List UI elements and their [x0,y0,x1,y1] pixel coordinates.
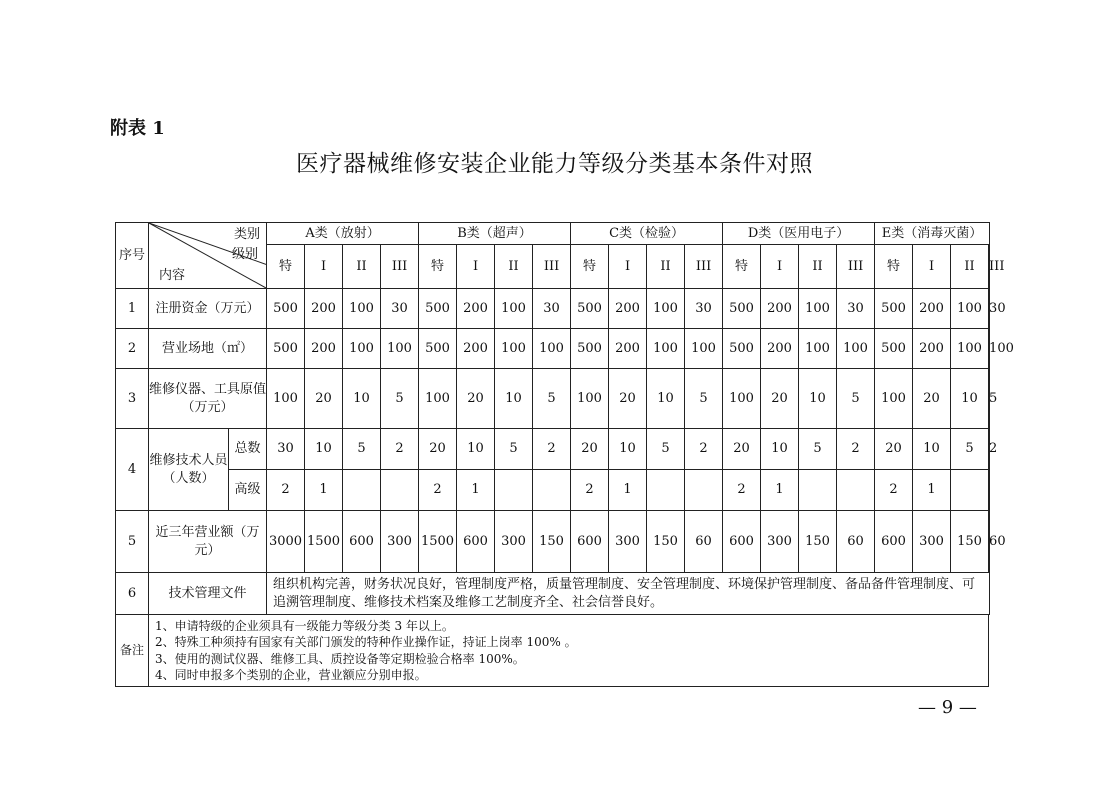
value-cell: 500 [875,289,913,329]
note-item: 4、同时申报多个类别的企业，营业额应分别申报。 [155,667,427,682]
value-cell: 100 [343,289,381,329]
value-cell: 100 [837,329,875,369]
value-cell: 10 [343,369,381,429]
value-cell: 5 [343,429,381,470]
header-group: D类（医用电子） [723,223,875,245]
header-group: C类（检验） [571,223,723,245]
value-cell [951,470,989,511]
value-cell [343,470,381,511]
row-number: 2 [116,329,149,369]
value-cell: 20 [571,429,609,470]
value-cell: 100 [951,329,989,369]
row-number: 1 [116,289,149,329]
header-level: II [495,245,533,289]
value-cell: 500 [267,329,305,369]
value-cell: 100 [571,369,609,429]
document-title: 医疗器械维修安装企业能力等级分类基本条件对照 [296,151,813,177]
value-cell [533,470,571,511]
value-cell: 20 [875,429,913,470]
row-label: 营业场地（㎡） [149,329,267,369]
value-cell: 500 [419,289,457,329]
value-cell: 20 [305,369,343,429]
value-cell [495,470,533,511]
note-item: 2、特殊工种须持有国家有关部门颁发的特种作业操作证，持证上岗率 100% 。 [155,635,577,650]
header-level: III [533,245,571,289]
header-level: I [457,245,495,289]
header-level: II [343,245,381,289]
value-cell: 10 [913,429,951,470]
row-label: 注册资金（万元） [149,289,267,329]
value-cell: 100 [875,369,913,429]
value-cell: 5 [799,429,837,470]
value-cell: 5 [951,429,989,470]
header-level: I [913,245,951,289]
row-sublabel: 高级 [229,470,267,511]
conditions-table [115,222,1014,687]
value-cell: 100 [951,289,989,329]
header-level: III [837,245,875,289]
header-level: III [685,245,723,289]
value-cell [381,470,419,511]
header-diagonal-cell [149,223,267,289]
annex-label: 附表 1 [110,118,165,139]
value-cell: 300 [761,511,799,573]
header-group: B类（超声） [419,223,571,245]
value-cell: 10 [951,369,989,429]
value-cell: 200 [913,289,951,329]
value-cell: 200 [457,289,495,329]
value-cell: 3000 [267,511,305,573]
header-level: II [799,245,837,289]
row-number: 4 [116,429,149,511]
value-cell [799,470,837,511]
value-cell: 10 [457,429,495,470]
header-level: 特 [267,245,305,289]
value-cell: 200 [609,289,647,329]
value-cell: 10 [647,369,685,429]
value-cell: 5 [989,390,998,406]
header-level: II [951,245,989,289]
value-cell: 2 [837,429,875,470]
value-cell: 5 [837,369,875,429]
header-row-groups [116,223,990,245]
value-cell: 150 [647,511,685,573]
value-cell: 30 [267,429,305,470]
row-label: 维修仪器、工具原值（万元） [149,369,267,429]
value-cell: 100 [533,329,571,369]
value-cell: 100 [267,369,305,429]
table-row-4-1 [116,429,990,470]
value-cell: 300 [381,511,419,573]
diag-content: 内容 [159,268,186,283]
value-cell: 100 [799,329,837,369]
value-cell: 600 [457,511,495,573]
value-cell: 200 [457,329,495,369]
value-cell: 2 [533,429,571,470]
row-number: 5 [116,511,149,573]
value-cell: 20 [913,369,951,429]
value-cell: 150 [799,511,837,573]
notes-label: 备注 [116,615,149,687]
header-level: 特 [419,245,457,289]
value-cell: 150 [533,511,571,573]
note-item: 1、申请特级的企业须具有一级能力等级分类 3 年以上。 [155,619,454,634]
value-cell: 20 [457,369,495,429]
value-cell: 300 [495,511,533,573]
header-level: III [989,258,1005,274]
table-body [116,223,1014,687]
value-cell: 100 [799,289,837,329]
header-level: I [761,245,799,289]
value-cell: 1500 [305,511,343,573]
value-cell: 10 [799,369,837,429]
value-cell: 30 [533,289,571,329]
row-label: 技术管理文件 [149,573,267,615]
value-cell: 200 [913,329,951,369]
value-cell [837,470,875,511]
value-cell: 2 [723,470,761,511]
value-cell: 200 [609,329,647,369]
value-cell: 500 [267,289,305,329]
value-cell: 60 [837,511,875,573]
value-cell: 600 [723,511,761,573]
table-row-2 [116,329,990,369]
value-cell: 600 [343,511,381,573]
row-number: 3 [116,369,149,429]
value-cell: 5 [381,369,419,429]
value-cell: 100 [647,329,685,369]
row-label: 维修技术人员（人数） [149,429,229,511]
row-text: 组织机构完善，财务状况良好，管理制度严格，质量管理制度、安全管理制度、环境保护管理制度、备品备件管理制度、可追溯管理制度、维修技术档案及维修工艺制度齐全、社会信誉良好。 [267,573,990,615]
value-cell: 100 [989,340,1014,356]
value-cell: 500 [571,289,609,329]
value-cell: 1 [913,470,951,511]
diag-level: 级别 [232,247,259,262]
header-group: A类（放射） [267,223,419,245]
value-cell: 100 [419,369,457,429]
value-cell: 300 [609,511,647,573]
value-cell: 60 [989,533,1006,549]
value-cell: 100 [343,329,381,369]
value-cell: 2 [267,470,305,511]
header-level: 特 [723,245,761,289]
header-level: 特 [875,245,913,289]
value-cell: 100 [723,369,761,429]
header-level: I [609,245,647,289]
value-cell: 10 [761,429,799,470]
value-cell: 30 [685,289,723,329]
value-cell: 200 [305,289,343,329]
value-cell: 500 [723,289,761,329]
table-row-5 [116,511,990,573]
row-label: 近三年营业额（万元） [149,511,267,573]
value-cell: 100 [381,329,419,369]
header-group: E类（消毒灭菌） [875,223,990,245]
value-cell: 2 [989,441,998,457]
value-cell: 20 [723,429,761,470]
value-cell: 1 [609,470,647,511]
row-sublabel: 总数 [229,429,267,470]
value-cell [685,470,723,511]
value-cell: 5 [533,369,571,429]
value-cell: 100 [685,329,723,369]
value-cell: 20 [419,429,457,470]
table-row-4-2 [116,470,990,511]
value-cell: 5 [647,429,685,470]
diag-category: 类别 [234,227,261,242]
row-number: 6 [116,573,149,615]
page-number: — 9 — [918,697,977,718]
table-row-1 [116,289,990,329]
header-seq: 序号 [116,223,149,289]
value-cell: 5 [495,429,533,470]
value-cell: 300 [913,511,951,573]
value-cell: 2 [685,429,723,470]
value-cell: 10 [609,429,647,470]
value-cell: 60 [685,511,723,573]
value-cell: 30 [989,300,1006,316]
value-cell: 2 [381,429,419,470]
value-cell: 500 [723,329,761,369]
value-cell [989,470,990,511]
value-cell: 100 [647,289,685,329]
value-cell: 5 [685,369,723,429]
value-cell: 600 [571,511,609,573]
header-level: II [647,245,685,289]
table-row-3 [116,369,990,429]
value-cell: 1 [761,470,799,511]
value-cell: 1500 [419,511,457,573]
value-cell [647,470,685,511]
table-row-6 [116,573,990,615]
header-level: III [381,245,419,289]
value-cell: 200 [761,329,799,369]
value-cell: 600 [875,511,913,573]
note-item: 3、使用的测试仪器、维修工具、质控设备等定期检验合格率 100%。 [155,651,525,666]
value-cell: 10 [495,369,533,429]
value-cell: 2 [571,470,609,511]
value-cell: 100 [495,289,533,329]
value-cell: 150 [951,511,989,573]
value-cell: 500 [875,329,913,369]
notes-row [116,615,990,687]
value-cell: 20 [609,369,647,429]
value-cell: 2 [875,470,913,511]
value-cell: 30 [837,289,875,329]
header-level: I [305,245,343,289]
value-cell: 500 [419,329,457,369]
value-cell: 500 [571,329,609,369]
value-cell: 10 [305,429,343,470]
value-cell: 200 [305,329,343,369]
value-cell: 2 [419,470,457,511]
header-level: 特 [571,245,609,289]
value-cell: 1 [305,470,343,511]
value-cell: 100 [495,329,533,369]
value-cell: 30 [381,289,419,329]
value-cell: 20 [761,369,799,429]
value-cell: 200 [761,289,799,329]
value-cell: 1 [457,470,495,511]
notes-content [149,615,989,687]
